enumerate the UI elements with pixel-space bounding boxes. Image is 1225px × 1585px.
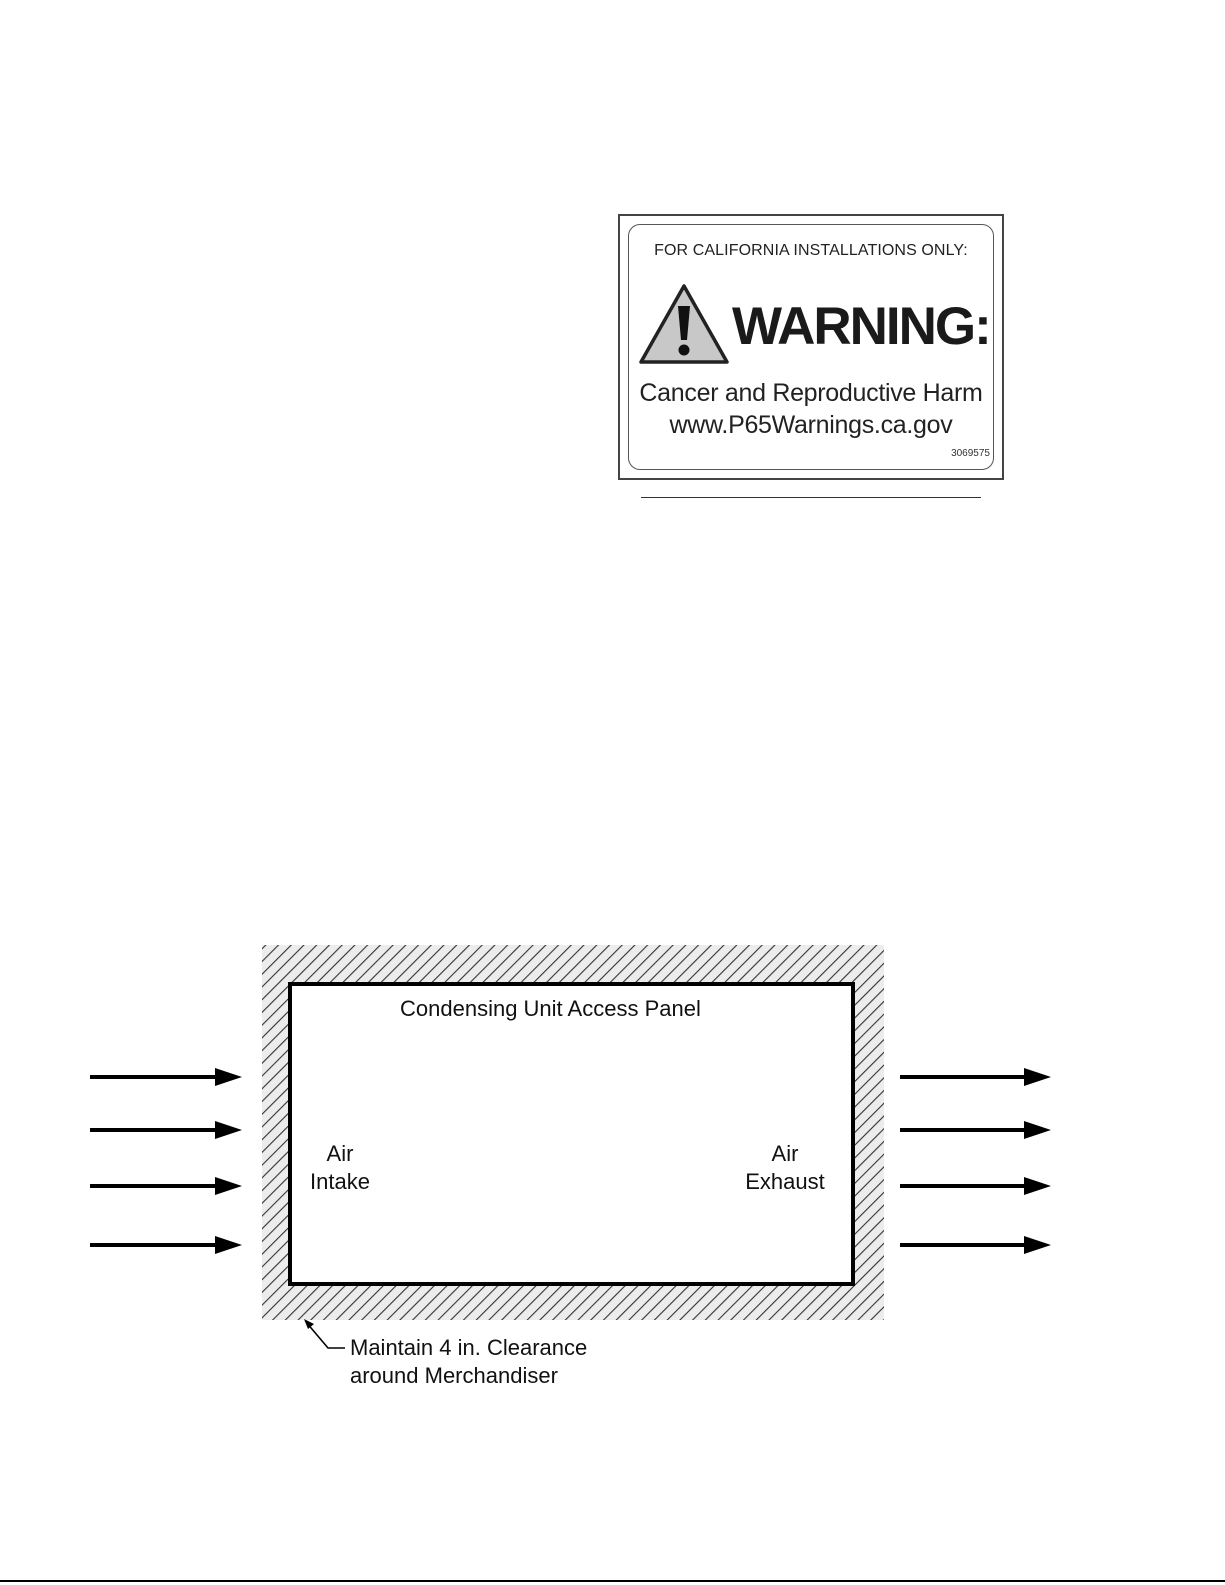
page-footer-rule [0, 1580, 1225, 1582]
merchandiser-outline [290, 984, 853, 1284]
air-exhaust-label-line1: Air [771, 1141, 799, 1166]
exhaust-arrow [900, 1068, 1051, 1086]
clearance-note-line2: around Merchandiser [350, 1363, 558, 1388]
prop65-warning-label [618, 214, 1004, 480]
air-intake-label [296, 1140, 384, 1196]
warning-url-text: www.P65Warnings.ca.gov [669, 411, 953, 439]
label-caption-rule [641, 497, 981, 498]
air-exhaust-label [730, 1140, 840, 1196]
warning-triangle-icon [637, 282, 731, 366]
warning-label-code: 3069575 [951, 448, 990, 459]
intake-arrow [90, 1177, 242, 1195]
clearance-note-line1: Maintain 4 in. Clearance [350, 1335, 588, 1360]
clearance-leader-arrow [304, 1319, 345, 1348]
intake-arrow [90, 1121, 242, 1139]
intake-arrow [90, 1236, 242, 1254]
warning-title: WARNING: [732, 297, 990, 356]
exhaust-arrow [900, 1236, 1051, 1254]
clearance-note [350, 1334, 587, 1390]
access-panel-label: Condensing Unit Access Panel [400, 996, 701, 1021]
air-exhaust-label-line2: Exhaust [745, 1169, 825, 1194]
exhaust-arrows [900, 1068, 1051, 1254]
warning-header: FOR CALIFORNIA INSTALLATIONS ONLY: [654, 242, 968, 259]
exhaust-arrow [900, 1121, 1051, 1139]
air-intake-label-line1: Air [326, 1141, 354, 1166]
warning-hazard-text: Cancer and Reproductive Harm [639, 379, 983, 407]
clearance-diagram [0, 930, 1225, 1410]
exhaust-arrow [900, 1177, 1051, 1195]
air-intake-label-line2: Intake [310, 1169, 370, 1194]
intake-arrow [90, 1068, 242, 1086]
intake-arrows [90, 1068, 242, 1254]
